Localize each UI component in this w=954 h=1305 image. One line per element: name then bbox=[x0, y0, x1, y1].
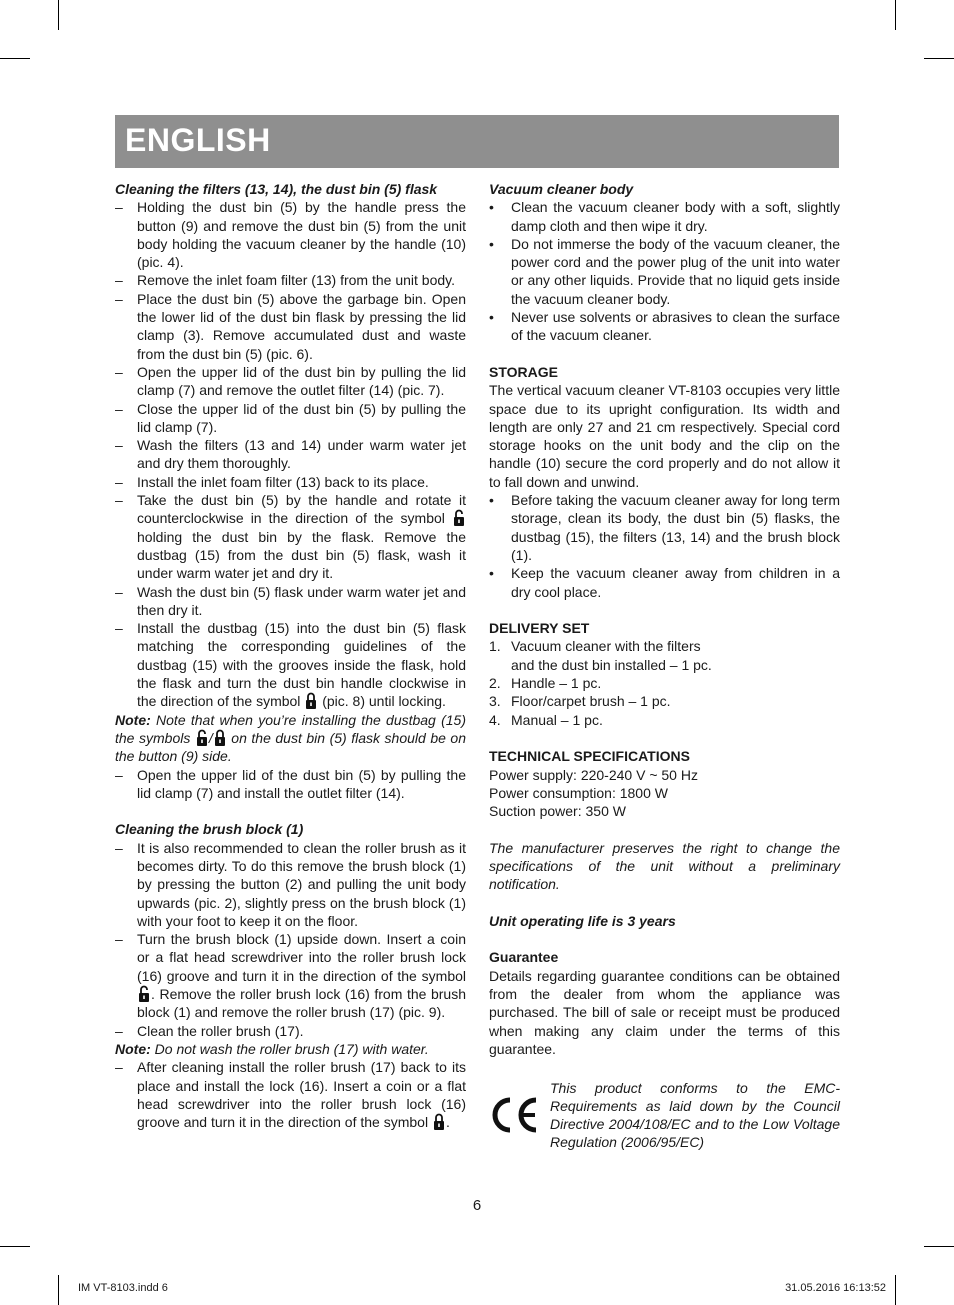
lock-icon bbox=[433, 1113, 445, 1130]
operating-life: Unit operating life is 3 years bbox=[489, 912, 676, 929]
list-item: • Never use solvents or abrasives to clean the surface of the vacuum cleaner. bbox=[489, 309, 840, 344]
tech-heading: TECHNICAL SPECIFICATIONS bbox=[489, 748, 690, 765]
manufacturer-note: The manufacturer preserves the right to change the specifications of the unit without a preliminary notification. bbox=[489, 839, 840, 893]
list-item: – Take the dust bin (5) by the handle and rotate it counterclockwise in the direction of the symbol holding the dust bin by the flask. Remove the dustbag (15) from the dust bin (5) flask, wash it under warm water jet and dry it. bbox=[115, 492, 466, 582]
left-column bbox=[115, 180, 466, 1131]
spec-line: Power consumption: 1800 W bbox=[489, 784, 668, 801]
list-item: 1. Vacuum cleaner with the filters and the dust bin installed – 1 pc. bbox=[489, 638, 712, 673]
spec-line: Suction power: 350 W bbox=[489, 803, 626, 820]
list-item: • Clean the vacuum cleaner body with a soft, slightly damp cloth and then wipe it dry. bbox=[489, 199, 840, 234]
storage-heading: STORAGE bbox=[489, 363, 558, 380]
brush-final-list bbox=[115, 1058, 466, 1131]
guarantee-text: Details regarding guarantee conditions can be obtained from the dealer from whom the appliance was purchased. The bill of sale or receipt must be produced when making any claim under the terms of this guarantee. bbox=[489, 967, 840, 1057]
list-item: • Before taking the vacuum cleaner away for long term storage, clean its body, the dust bin (5) flasks, the dustbag (15), the filters (13, 14) and the brush block (1). bbox=[489, 492, 840, 563]
list-item: – Holding the dust bin (5) by the handle press the button (9) and remove the dust bin (5) from the unit body holding the vacuum cleaner by the handle (10) (pic. 4). bbox=[115, 199, 466, 271]
page-title: ENGLISH bbox=[125, 122, 271, 158]
ce-block bbox=[489, 1079, 840, 1159]
crop-mark bbox=[924, 1246, 954, 1247]
right-column bbox=[489, 180, 840, 1159]
delivery-list bbox=[489, 637, 840, 728]
unlock-icon bbox=[138, 985, 150, 1002]
list-item: • Do not immerse the body of the vacuum cleaner, the power cord and the power plug of the unit into water or any other liquids. Provide that no liquid gets inside the vacuum cleaner body. bbox=[489, 235, 840, 307]
ce-conformity-text: This product conforms to the EMC-Requirements as laid down by the Council Directive 2004/108/EC and to the Low Voltage Regulation (2006/95/EC) bbox=[550, 1079, 840, 1151]
list-item: – Open the upper lid of the dust bin (5) by pulling the lid clamp (7) and install the outlet filter (14). bbox=[115, 766, 466, 801]
list-item: – Install the dustbag (15) into the dust bin (5) flask matching the corresponding guidelines of the dustbag (15) with the grooves inside the flask, hold the flask and turn the dust bin handle clockwise in the direction of the symbol (pic. 8) until locking. bbox=[115, 620, 466, 710]
list-item: – Open the upper lid of the dust bin by pulling the lid clamp (7) and remove the outlet filter (14) (pic. 7). bbox=[115, 363, 466, 399]
unlock-icon bbox=[196, 729, 208, 746]
list-item: 4. Manual – 1 pc. bbox=[489, 711, 603, 728]
body-care-list bbox=[489, 198, 840, 344]
storage-list bbox=[489, 491, 840, 601]
ce-mark-icon bbox=[489, 1095, 539, 1135]
list-item: – Install the inlet foam filter (13) back to its place. bbox=[115, 473, 429, 490]
list-item: 2. Handle – 1 pc. bbox=[489, 675, 602, 692]
lock-icon bbox=[214, 729, 226, 746]
note-dustbag: Note: Note that when you’re installing the dustbag (15) the symbols / on the dust bin (5) flask should be on the button (9) side. bbox=[115, 711, 466, 765]
note-roller-brush: Note: Do not wash the roller brush (17) with water. bbox=[115, 1040, 429, 1057]
delivery-heading: DELIVERY SET bbox=[489, 620, 590, 637]
lock-icon bbox=[305, 692, 317, 709]
footer-timestamp: 31.05.2016 16:13:52 bbox=[785, 1282, 886, 1294]
list-item: – Close the upper lid of the dust bin (5) by pulling the lid clamp (7). bbox=[115, 400, 466, 435]
crop-mark bbox=[0, 58, 30, 59]
brush-steps-list bbox=[115, 839, 466, 1040]
crop-mark bbox=[895, 1275, 896, 1305]
crop-mark bbox=[58, 0, 59, 30]
guarantee-heading: Guarantee bbox=[489, 949, 559, 966]
list-item: – Remove the inlet foam filter (13) from the unit body. bbox=[115, 272, 455, 289]
section-banner bbox=[115, 115, 839, 168]
list-item: – Clean the roller brush (17). bbox=[115, 1022, 304, 1039]
footer-file-info: IM VT-8103.indd 6 bbox=[78, 1282, 168, 1294]
list-item: – Turn the brush block (1) upside down. Insert a coin or a flat head screwdriver into the roller brush lock (16) groove and turn it in the direction of the symbol . Remove the roller brush lock (16) from the brush block (1) and remove the roller brush (17) (pic. 9). bbox=[115, 931, 466, 1021]
crop-mark bbox=[0, 1246, 30, 1247]
list-item: – Wash the filters (13 and 14) under warm water jet and dry them thoroughly. bbox=[115, 437, 466, 472]
list-item: – After cleaning install the roller brush (17) back to its place and install the lock (16). Insert a coin or a flat head screwdriver into the roller brush lock (16) groove and turn it in the direction of the symbol . bbox=[115, 1059, 466, 1131]
crop-mark bbox=[58, 1275, 59, 1305]
storage-text: The vertical vacuum cleaner VT-8103 occupies very little space due to its upright configuration. Its width and length are only 27 and 21 cm respectively. Special cord storage hooks on the unit body and the clip on the handle (10) secure the cord properly and do not allow it to fall down and unwind. bbox=[489, 382, 840, 490]
crop-mark bbox=[924, 58, 954, 59]
filters-heading: Cleaning the filters (13, 14), the dust bin (5) flask bbox=[115, 181, 438, 197]
unlock-icon bbox=[453, 509, 465, 526]
outlet-steps-list bbox=[115, 766, 466, 803]
body-heading: Vacuum cleaner body bbox=[489, 181, 634, 197]
spec-line: Power supply: 220-240 V ~ 50 Hz bbox=[489, 766, 698, 783]
list-item: – Place the dust bin (5) above the garbage bin. Open the lower lid of the dust bin flask by pressing the lid clamp (3). Remove accumulated dust and waste from the dust bin (5) (pic. 6). bbox=[115, 290, 466, 362]
crop-mark bbox=[895, 0, 896, 30]
list-item: • Keep the vacuum cleaner away from children in a dry cool place. bbox=[489, 565, 840, 600]
brush-heading: Cleaning the brush block (1) bbox=[115, 821, 304, 838]
list-item: 3. Floor/carpet brush – 1 pc. bbox=[489, 693, 671, 710]
page-number: 6 bbox=[472, 1197, 482, 1214]
filters-steps-list bbox=[115, 198, 466, 710]
list-item: – It is also recommended to clean the roller brush as it becomes dirty. To do this remove the brush block (1) by pressing the button (2) and pulling the unit body upwards (pic. 2), slightly press on the brush block (1) with your foot to keep it on the floor. bbox=[115, 839, 466, 929]
list-item: – Wash the dust bin (5) flask under warm water jet and then dry it. bbox=[115, 583, 466, 618]
